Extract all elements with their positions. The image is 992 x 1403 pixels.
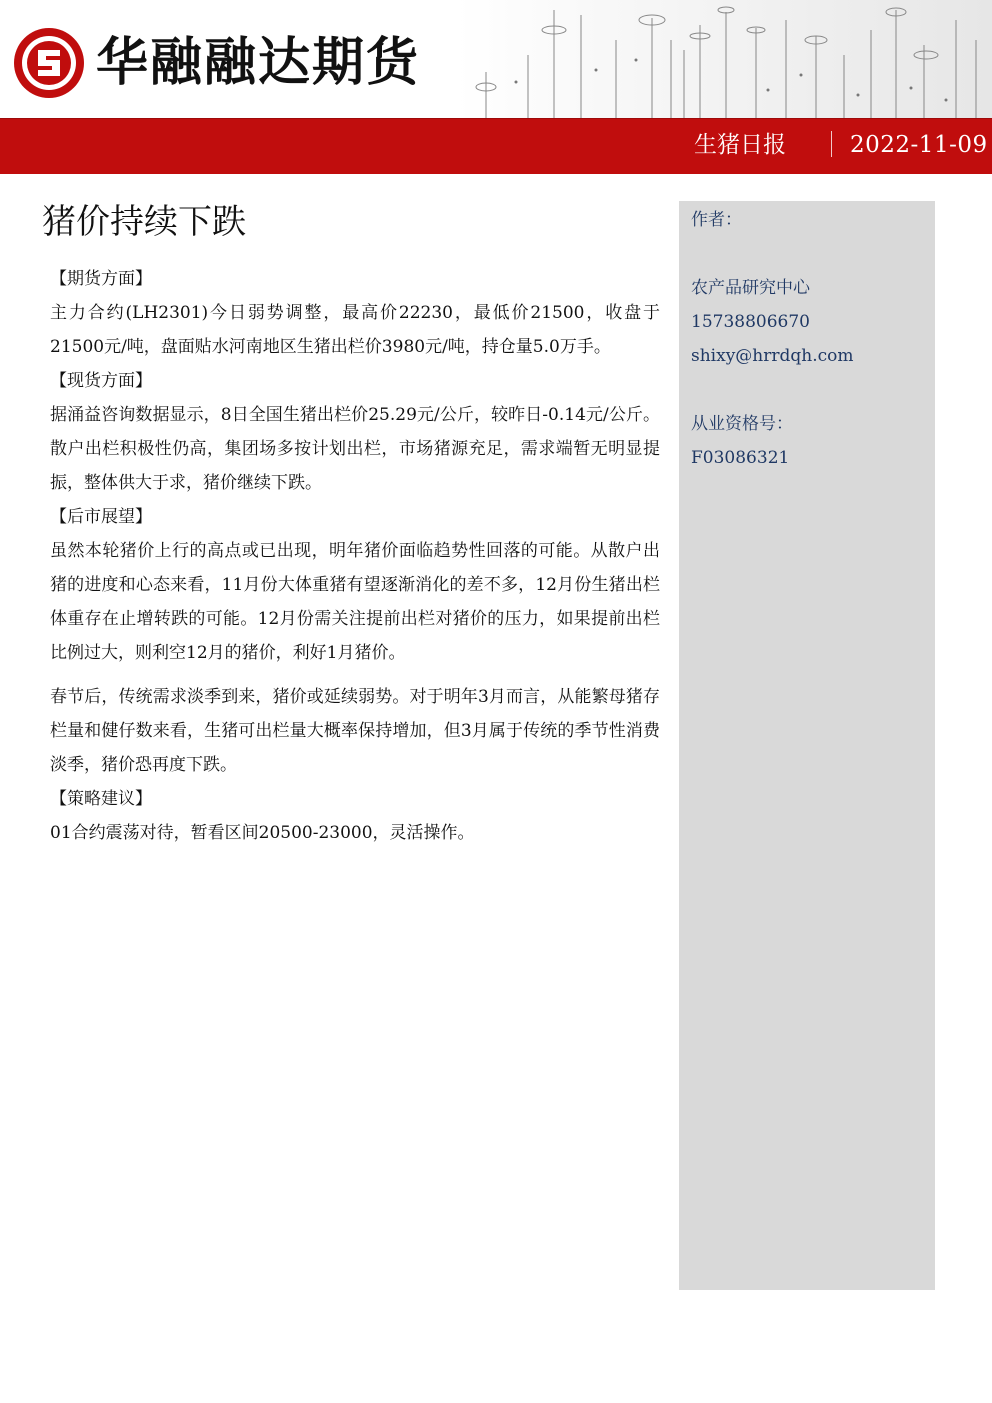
author-phone: 15738806670 bbox=[691, 312, 810, 332]
header-red-bar bbox=[0, 118, 992, 174]
header-separator bbox=[831, 131, 832, 157]
report-type: 生猪日报 bbox=[694, 132, 786, 158]
futures-heading: 【期货方面】 bbox=[50, 269, 152, 289]
outlook-heading: 【后市展望】 bbox=[50, 507, 152, 527]
spot-heading: 【现货方面】 bbox=[50, 371, 152, 391]
strategy-text: 01合约震荡对待，暂看区间20500-23000，灵活操作。 bbox=[50, 823, 475, 843]
strategy-heading: 【策略建议】 bbox=[50, 789, 152, 809]
futures-text: 主力合约(LH2301)今日弱势调整，最高价22230，最低价21500，收盘于21500元/吨，盘面贴水河南地区生猪出栏价3980元/吨，持仓量5.0万手。 bbox=[50, 303, 660, 357]
company-logo-icon bbox=[12, 26, 86, 100]
header bbox=[0, 0, 992, 118]
qualification-label: 从业资格号： bbox=[691, 414, 793, 434]
main-content bbox=[50, 262, 660, 850]
page-title: 猪价持续下跌 bbox=[42, 202, 246, 242]
qualification-number: F03086321 bbox=[691, 448, 790, 468]
author-department: 农产品研究中心 bbox=[691, 278, 810, 298]
report-date: 2022-11-09 bbox=[850, 132, 988, 158]
header-decoration bbox=[456, 0, 992, 118]
outlook-text-1: 虽然本轮猪价上行的高点或已出现，明年猪价面临趋势性回落的可能。从散户出猪的进度和心态来看，11月份大体重猪有望逐渐消化的差不多，12月份生猪出栏体重存在止增转跌的可能。12月份需关注提前出栏对猪价的压力，如果提前出栏比例过大，则利空12月的猪价，利好1月猪价。 bbox=[50, 541, 660, 663]
brand-name: 华融融达期货 bbox=[96, 33, 421, 93]
author-email[interactable]: shixy@hrrdqh.com bbox=[691, 346, 854, 366]
outlook-text-2: 春节后，传统需求淡季到来，猪价或延续弱势。对于明年3月而言，从能繁母猪存栏量和健仔数来看，生猪可出栏量大概率保持增加，但3月属于传统的季节性消费淡季，猪价恐再度下跌。 bbox=[50, 687, 660, 775]
spot-text: 据涌益咨询数据显示，8日全国生猪出栏价25.29元/公斤，较昨日-0.14元/公斤。散户出栏积极性仍高，集团场多按计划出栏，市场猪源充足，需求端暂无明显提振，整体供大于求，猪价继续下跌。 bbox=[50, 405, 660, 493]
author-label: 作者： bbox=[691, 210, 742, 230]
